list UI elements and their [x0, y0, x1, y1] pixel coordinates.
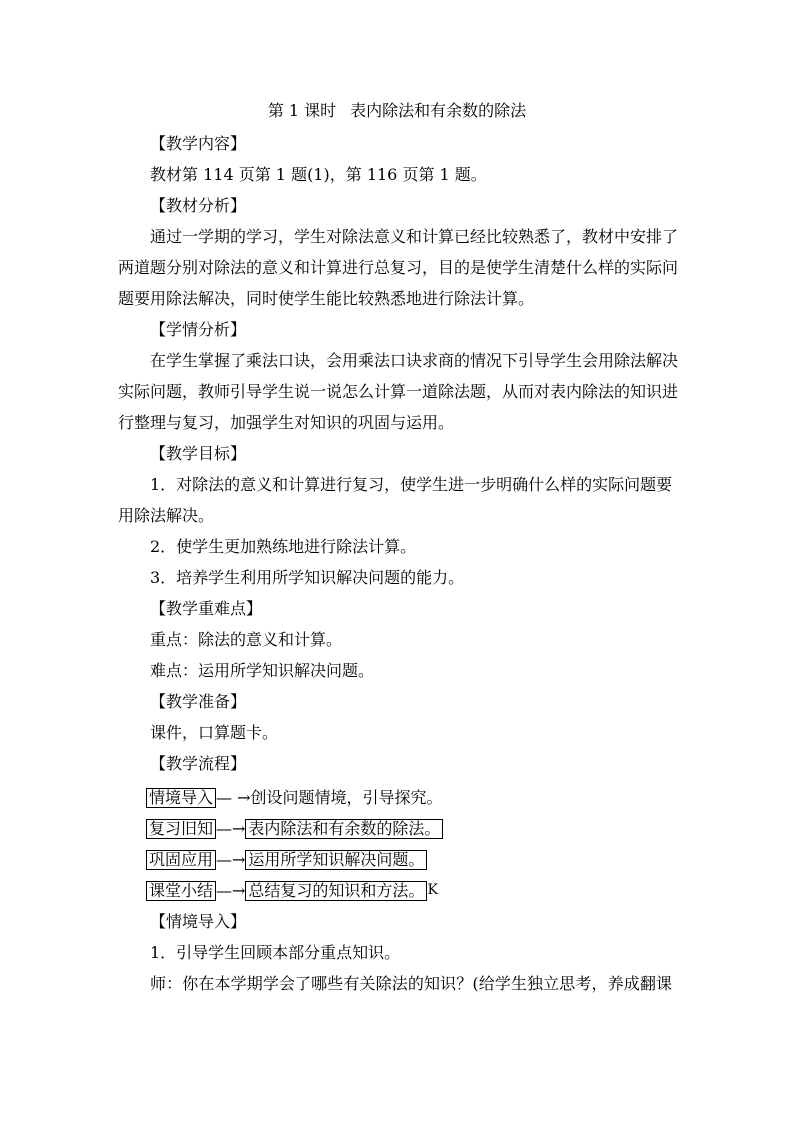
student-analysis-line-1: 在学生掌握了乘法口诀，会用乘法口诀求商的情况下引导学生会用除法解决	[150, 351, 679, 370]
teacher-question: 师：你在本学期学会了哪些有关除法的知识？(给学生独立思考，养成翻课	[150, 974, 672, 993]
flow-desc-box: 运用所学知识解决问题。	[245, 850, 427, 870]
flow-desc: 创设问题情境，引导探究。	[250, 788, 443, 807]
intro-item-1: 1．引导学生回顾本部分重点知识。	[150, 943, 401, 962]
goal-3: 3．培养学生利用所学知识解决问题的能力。	[150, 568, 465, 587]
flow-suffix-mark: K	[427, 882, 438, 898]
teaching-flow-heading: 【教学流程】	[150, 754, 247, 773]
teaching-content-text: 教材第 114 页第 1 题(1)，第 116 页第 1 题。	[150, 165, 487, 184]
goal-1-line-1: 1．对除法的意义和计算进行复习，使学生进一步明确什么样的实际问题要	[150, 475, 673, 494]
situation-intro-heading: 【情境导入】	[150, 912, 247, 931]
material-analysis-line-3: 题要用除法解决，同时使学生能比较熟悉地进行除法计算。	[118, 289, 535, 308]
student-analysis-line-2: 实际问题，教师引导学生说一说怎么计算一道除法题，从而对表内除法的知识进	[118, 382, 679, 401]
student-analysis-line-3: 行整理与复习，加强学生对知识的巩固与运用。	[118, 413, 455, 432]
flow-row-1	[146, 788, 443, 808]
flow-stage-box: 复习旧知	[146, 819, 216, 839]
material-analysis-heading: 【教材分析】	[150, 196, 247, 215]
flow-arrow: —→	[216, 881, 246, 900]
flow-stage-box: 巩固应用	[146, 850, 216, 870]
material-analysis-line-2: 两道题分别对除法的意义和计算进行总复习，目的是使学生清楚什么样的实际问	[118, 258, 679, 277]
lesson-title	[0, 101, 794, 121]
flow-row-3	[146, 850, 427, 870]
student-analysis-heading: 【学情分析】	[150, 320, 247, 339]
flow-stage-box: 课堂小结	[146, 881, 216, 901]
flow-row-4	[146, 881, 438, 901]
teaching-prep-text: 课件，口算题卡。	[150, 723, 279, 742]
difficult-point: 难点：运用所学知识解决问题。	[150, 661, 375, 680]
flow-arrow: —→	[216, 850, 246, 869]
goal-2: 2．使学生更加熟练地进行除法计算。	[150, 537, 417, 556]
goal-1-line-2: 用除法解决。	[118, 506, 215, 525]
key-difficult-heading: 【教学重难点】	[150, 599, 263, 618]
flow-desc-box: 总结复习的知识和方法。	[245, 881, 427, 901]
teaching-content-heading: 【教学内容】	[150, 134, 247, 153]
key-point: 重点：除法的意义和计算。	[150, 630, 343, 649]
flow-stage-box: 情境导入	[146, 788, 216, 808]
teaching-prep-heading: 【教学准备】	[150, 692, 247, 711]
material-analysis-line-1: 通过一学期的学习，学生对除法意义和计算已经比较熟悉了，教材中安排了	[150, 227, 679, 246]
teaching-goals-heading: 【教学目标】	[150, 444, 247, 463]
flow-arrow: — →	[216, 788, 251, 807]
flow-row-2	[146, 819, 443, 839]
lesson-topic: 表内除法和有余数的除法	[350, 101, 527, 120]
lesson-number: 第 1 课时	[267, 101, 337, 120]
flow-desc-box: 表内除法和有余数的除法。	[245, 819, 443, 839]
flow-arrow: —→	[216, 819, 246, 838]
